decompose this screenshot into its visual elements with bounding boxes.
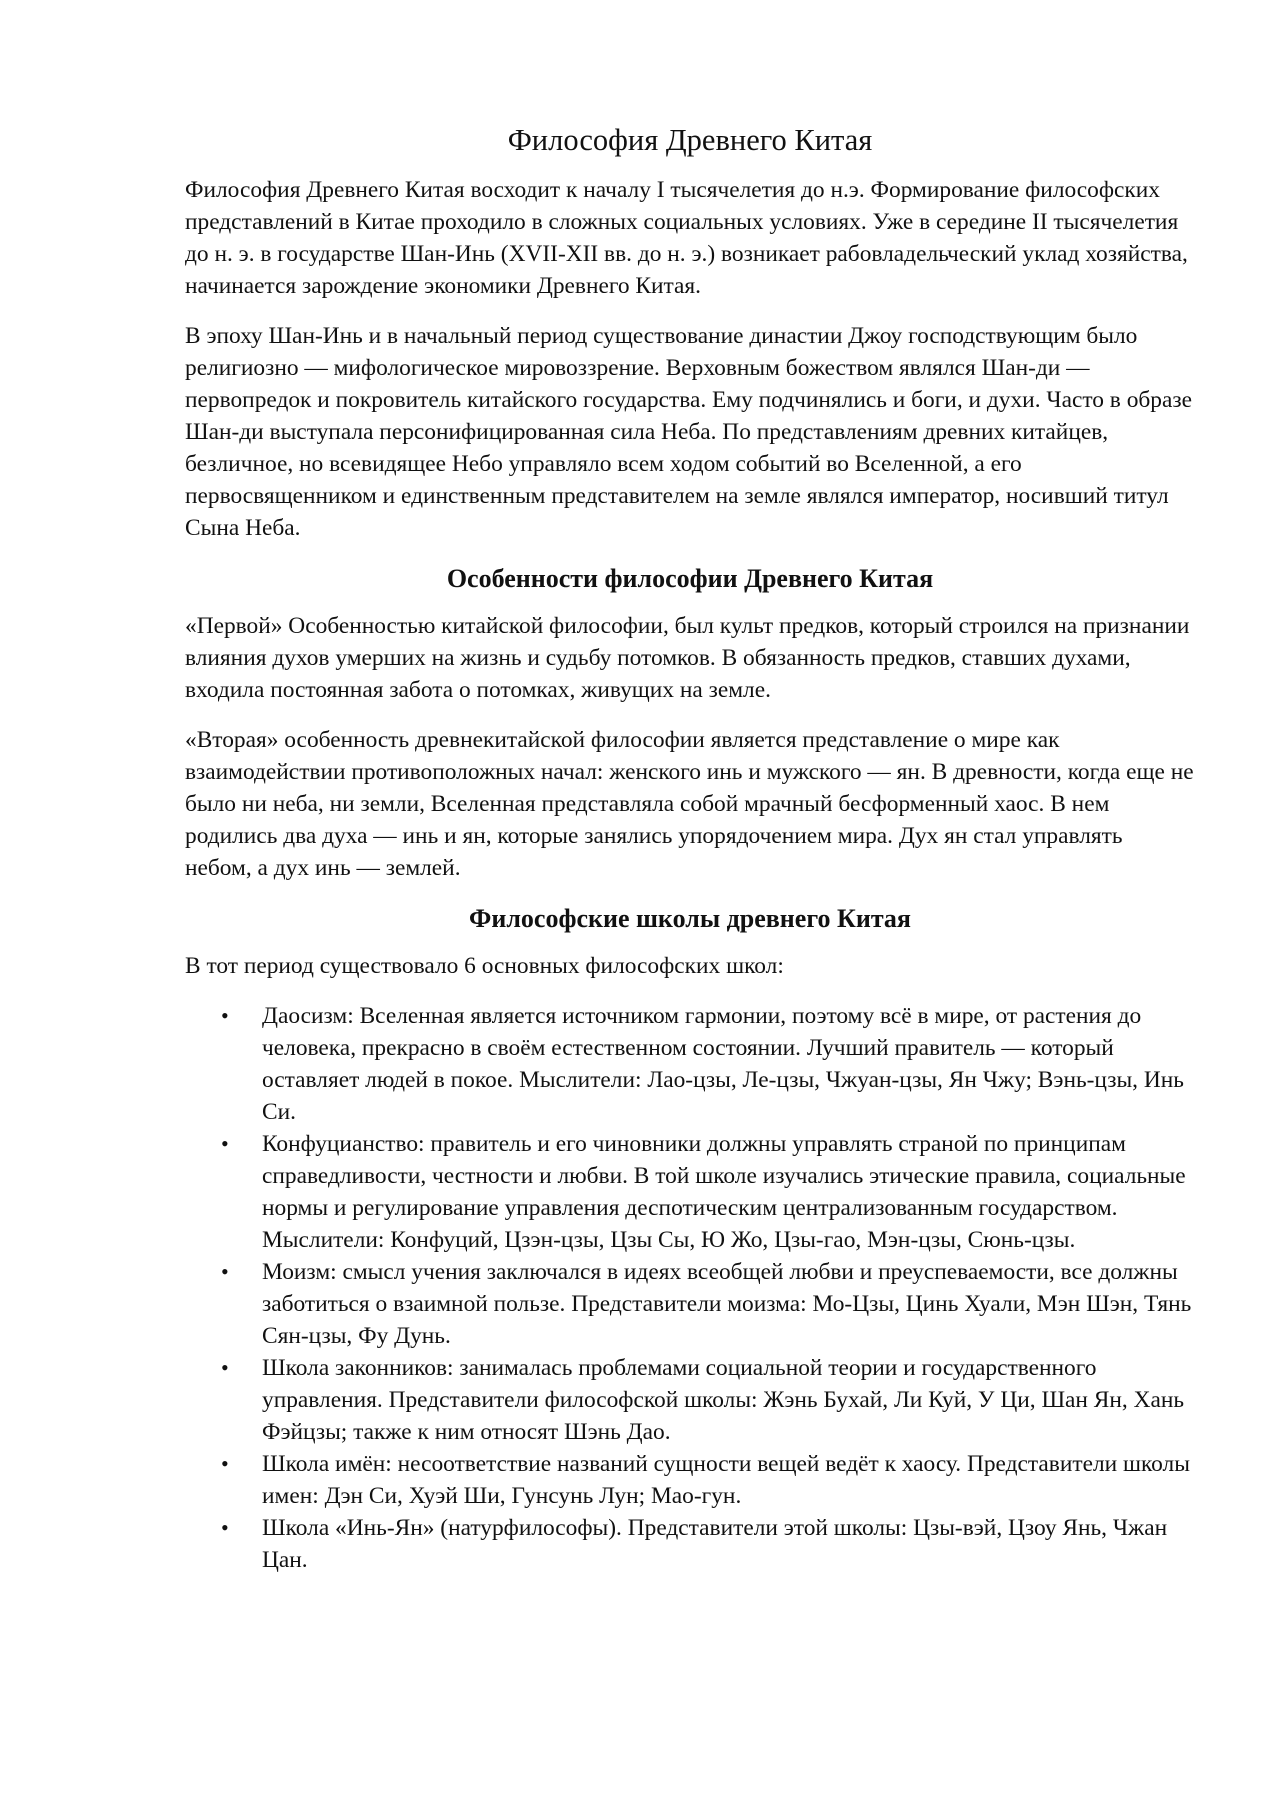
features-paragraph-1: «Первой» Особенностью китайской философии, был культ предков, который строился на признании влияния духов умерших на жизнь и судьбу потомков. В обязанность предков, ставших духами, входила постоянная забота о потомках, живущих на земле. [185,613,1190,703]
list-item [185,1512,1195,1576]
section-heading-features: Особенности философии Древнего Китая [446,564,934,593]
intro-paragraph-2: В эпоху Шан-Инь и в начальный период существование династии Джоу господствующим было религиозно — мифологическое мировоззрение. Верховным божеством являлся Шан-ди — первопредок и покровитель китайского государства. Ему подчинялись и боги, и духи. Часто в образе Шан-ди выступала персонифицированная сила Неба. По представлениям древних китайцев, безличное, но всевидящее Небо управляло всем ходом событий во Вселенной, а его первосвященником и единственным представителем на земле являлся император, носивший титул Сына Неба. [185,323,1192,541]
list-item-text: Школа законников: занималась проблемами социальной теории и государственного управления. Представители философской школы: Жэнь Бухай, Ли Куй, У Ци, Шан Ян, Хань Фэйцзы; также к ним относят Шэнь Дао. [262,1355,1185,1445]
bullet-icon: • [221,1003,229,1028]
schools-intro: В тот период существовало 6 основных философских школ: [185,953,784,979]
document-title: Философия Древнего Китая [507,123,873,157]
list-item [185,1128,1195,1256]
list-item-text: Даосизм: Вселенная является источником гармонии, поэтому всё в мире, от растения до человека, прекрасно в своём естественном состоянии. Лучший правитель — который оставляет людей в покое. Мыслители: Лао-цзы, Ле-цзы, Чжуан-цзы, Ян Чжу; Вэнь-цзы, Инь Си. [262,1003,1184,1125]
bullet-icon: • [221,1259,229,1284]
list-item-text: Школа имён: несоответствие названий сущности вещей ведёт к хаосу. Представители школы имен: Дэн Си, Хуэй Ши, Гунсунь Лун; Мао-гун. [262,1451,1190,1509]
list-item [185,1000,1195,1128]
list-item-text: Школа «Инь-Ян» (натурфилософы). Представители этой школы: Цзы-вэй, Цзоу Янь, Чжан Цан. [262,1515,1168,1573]
intro-paragraph-1: Философия Древнего Китая восходит к началу I тысячелетия до н.э. Формирование философских представлений в Китае проходило в сложных социальных условиях. Уже в середине II тысячелетия до н. э. в государстве Шан-Инь (XVII-XII вв. до н. э.) возникает рабовладельческий уклад хозяйства, начинается зарождение экономики Древнего Китая. [185,177,1188,299]
bullet-icon: • [221,1131,229,1156]
list-item [185,1352,1195,1448]
features-paragraph-2: «Вторая» особенность древнекитайской философии является представление о мире как взаимодействии противоположных начал: женского инь и мужского — ян. В древности, когда еще не было ни неба, ни земли, Вселенная представляла собой мрачный бесформенный хаос. В нем родились два духа — инь и ян, которые занялись упорядочением мира. Дух ян стал управлять небом, а дух инь — землей. [185,727,1194,881]
section-heading-schools: Философские школы древнего Китая [469,904,911,933]
schools-list [185,1000,1195,1576]
list-item-text: Моизм: смысл учения заключался в идеях всеобщей любви и преуспеваемости, все должны заботиться о взаимной пользе. Представители моизма: Мо-Цзы, Цинь Хуали, Мэн Шэн, Тянь Сян-цзы, Фу Дунь. [262,1259,1192,1349]
list-item [185,1256,1195,1352]
bullet-icon: • [221,1451,229,1476]
list-item [185,1448,1195,1512]
document-page [185,120,1195,1576]
bullet-icon: • [221,1515,229,1540]
bullet-icon: • [221,1355,229,1380]
list-item-text: Конфуцианство: правитель и его чиновники должны управлять страной по принципам справедливости, честности и любви. В той школе изучались этические правила, социальные нормы и регулирование управления деспотическим централизованным государством. Мыслители: Конфуций, Цзэн-цзы, Цзы Сы, Ю Жо, Цзы-гао, Мэн-цзы, Сюнь-цзы. [262,1131,1186,1253]
